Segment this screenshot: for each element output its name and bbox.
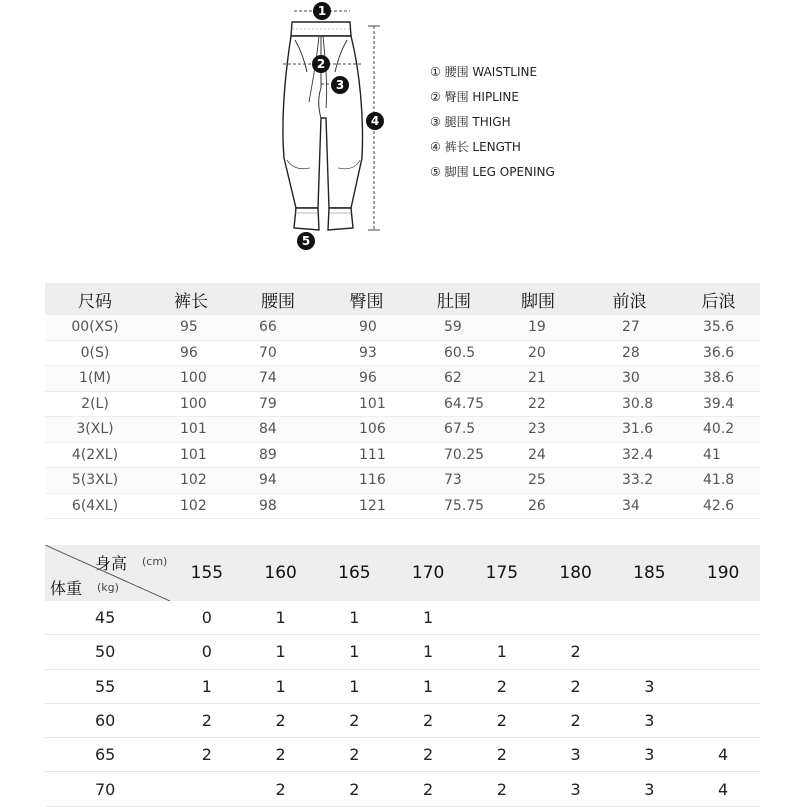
legend-length: ④ 裤长 LENGTH [430, 140, 521, 154]
size-value-cell: 41.8 [703, 472, 735, 489]
size-value-cell: 32.4 [622, 446, 654, 463]
size-value-cell: 26 [528, 497, 546, 514]
size-label-cell: 4(2XL) [71, 446, 119, 463]
size-table-body [45, 315, 760, 519]
size-value-cell: 84 [259, 421, 277, 438]
size-value-cell: 41 [703, 446, 721, 463]
height-190: 190 [706, 563, 740, 583]
height-160: 160 [264, 563, 297, 583]
size-value-cell: 64.75 [444, 395, 485, 412]
header-hip: 臀围 [349, 291, 384, 312]
size-value-cell: 100 [180, 370, 207, 387]
weight-cell: 65 [95, 745, 116, 765]
size-value-cell: 95 [180, 319, 198, 336]
size-value-cell: 79 [259, 395, 277, 412]
fit-table-body [45, 601, 760, 807]
size-value-cell: 98 [259, 497, 277, 514]
size-value-cell: 19 [528, 319, 546, 336]
recommended-size-cell: 0 [201, 642, 212, 662]
recommended-size-cell: 1 [349, 642, 360, 662]
recommended-size-cell: 2 [423, 779, 434, 799]
size-label-cell: 3(XL) [76, 421, 114, 438]
weight-cell: 60 [95, 711, 116, 731]
recommended-size-cell: 2 [496, 676, 507, 696]
height-165: 165 [338, 563, 371, 583]
recommended-size-cell: 1 [349, 676, 360, 696]
recommended-size-cell: 2 [349, 745, 360, 765]
weight-cell: 70 [95, 779, 116, 799]
size-row [45, 443, 760, 469]
height-unit: (cm) [142, 555, 168, 568]
recommended-size-cell: 3 [644, 676, 655, 696]
size-value-cell: 60.5 [444, 344, 476, 361]
fit-row [45, 601, 760, 635]
size-label-cell: 00(XS) [71, 319, 119, 336]
recommended-size-cell: 2 [570, 676, 581, 696]
height-label: 身高 [95, 554, 128, 573]
marker-leg-opening: 5 [297, 232, 315, 250]
height-155: 155 [190, 563, 224, 583]
recommended-size-cell: 2 [423, 745, 434, 765]
height-180: 180 [559, 563, 592, 583]
size-value-cell: 30 [622, 370, 640, 387]
weight-cell: 45 [95, 608, 116, 628]
recommended-size-cell: 2 [349, 779, 360, 799]
size-value-cell: 21 [528, 370, 546, 387]
weight-unit: (kg) [97, 581, 119, 594]
legend-hipline: ② 臀围 HIPLINE [430, 90, 519, 104]
fit-row [45, 704, 760, 738]
size-row [45, 366, 760, 392]
size-value-cell: 121 [359, 497, 386, 514]
size-table-header [45, 283, 760, 315]
recommended-size-cell: 2 [570, 711, 581, 731]
measurement-legend [430, 62, 555, 187]
size-value-cell: 30.8 [622, 395, 654, 412]
recommended-size-cell: 4 [718, 779, 729, 799]
size-value-cell: 102 [180, 472, 207, 489]
fit-table-corner [45, 545, 170, 601]
size-value-cell: 70.25 [444, 446, 485, 463]
recommended-size-cell: 1 [496, 642, 507, 662]
size-value-cell: 59 [444, 319, 462, 336]
header-length: 裤长 [174, 291, 208, 312]
size-value-cell: 73 [444, 472, 462, 489]
size-value-cell: 102 [180, 497, 207, 514]
header-waist: 腰围 [261, 291, 295, 312]
size-label-cell: 1(M) [79, 370, 111, 387]
size-value-cell: 96 [180, 344, 198, 361]
size-value-cell: 66 [259, 319, 277, 336]
recommended-size-cell: 2 [570, 642, 581, 662]
size-value-cell: 25 [528, 472, 546, 489]
recommended-size-cell: 3 [570, 745, 581, 765]
size-value-cell: 62 [444, 370, 462, 387]
size-label-cell: 6(4XL) [71, 497, 119, 514]
recommended-size-cell: 3 [644, 745, 655, 765]
size-value-cell: 106 [359, 421, 386, 438]
size-value-cell: 96 [359, 370, 377, 387]
recommended-size-cell: 1 [201, 676, 212, 696]
size-value-cell: 116 [359, 472, 386, 489]
size-label-cell: 5(3XL) [71, 472, 119, 489]
recommended-size-cell: 2 [423, 711, 434, 731]
size-label-cell: 2(L) [81, 395, 109, 412]
marker-hipline: 2 [312, 55, 330, 73]
size-row [45, 315, 760, 341]
recommended-size-cell: 2 [496, 779, 507, 799]
recommended-size-cell: 1 [423, 608, 434, 628]
header-belly: 肚围 [437, 291, 471, 312]
size-value-cell: 94 [259, 472, 277, 489]
size-value-cell: 39.4 [703, 395, 735, 412]
size-table [45, 283, 760, 519]
size-value-cell: 111 [359, 446, 386, 463]
recommended-size-cell: 1 [349, 608, 360, 628]
recommended-size-cell: 3 [644, 711, 655, 731]
pants-outline-icon [0, 0, 800, 262]
size-value-cell: 27 [622, 319, 640, 336]
size-value-cell: 20 [528, 344, 546, 361]
legend-thigh: ③ 腿围 THIGH [430, 115, 511, 129]
recommended-size-cell: 2 [496, 745, 507, 765]
header-size: 尺码 [78, 291, 112, 312]
marker-thigh: 3 [331, 76, 349, 94]
size-value-cell: 101 [180, 421, 207, 438]
recommended-size-cell: 2 [201, 745, 212, 765]
recommended-size-cell: 2 [275, 779, 286, 799]
recommended-size-cell: 1 [275, 676, 286, 696]
size-value-cell: 101 [180, 446, 207, 463]
fit-row [45, 738, 760, 772]
header-back-rise: 后浪 [701, 291, 736, 312]
recommended-size-cell: 2 [275, 711, 286, 731]
weight-label: 体重 [50, 579, 83, 598]
size-value-cell: 31.6 [622, 421, 654, 438]
fit-table [45, 545, 760, 807]
size-value-cell: 100 [180, 395, 207, 412]
size-value-cell: 89 [259, 446, 277, 463]
height-175: 175 [485, 563, 519, 583]
size-row [45, 417, 760, 443]
size-row [45, 341, 760, 367]
pants-diagram [0, 0, 800, 262]
weight-cell: 55 [95, 676, 116, 696]
header-leg-opening: 脚围 [521, 291, 555, 312]
size-value-cell: 33.2 [622, 472, 654, 489]
weight-cell: 50 [95, 642, 116, 662]
size-value-cell: 75.75 [444, 497, 485, 514]
size-row [45, 468, 760, 494]
recommended-size-cell: 2 [496, 711, 507, 731]
size-value-cell: 70 [259, 344, 277, 361]
size-value-cell: 35.6 [703, 319, 735, 336]
size-value-cell: 40.2 [703, 421, 735, 438]
size-value-cell: 67.5 [444, 421, 476, 438]
recommended-size-cell: 1 [423, 676, 434, 696]
recommended-size-cell: 2 [349, 711, 360, 731]
size-value-cell: 24 [528, 446, 546, 463]
recommended-size-cell: 1 [275, 642, 286, 662]
recommended-size-cell: 4 [718, 745, 729, 765]
marker-length: 4 [366, 112, 384, 130]
size-value-cell: 38.6 [703, 370, 735, 387]
size-value-cell: 23 [528, 421, 546, 438]
recommended-size-cell: 3 [570, 779, 581, 799]
size-label-cell: 0(S) [80, 344, 110, 361]
size-value-cell: 74 [259, 370, 277, 387]
size-value-cell: 34 [622, 497, 640, 514]
legend-leg-opening: ⑤ 脚围 LEG OPENING [430, 165, 555, 179]
fit-table-header [45, 545, 760, 601]
header-front-rise: 前浪 [612, 291, 647, 312]
fit-row [45, 772, 760, 806]
height-170: 170 [411, 563, 445, 583]
recommended-size-cell: 2 [275, 745, 286, 765]
fit-row [45, 670, 760, 704]
size-value-cell: 28 [622, 344, 640, 361]
recommended-size-cell: 0 [201, 608, 212, 628]
height-185: 185 [633, 563, 666, 583]
marker-waistline: 1 [313, 2, 331, 20]
fit-row [45, 635, 760, 669]
legend-waistline: ① 腰围 WAISTLINE [430, 65, 538, 79]
recommended-size-cell: 2 [201, 711, 212, 731]
size-value-cell: 101 [359, 395, 386, 412]
size-value-cell: 93 [359, 344, 377, 361]
recommended-size-cell: 3 [644, 779, 655, 799]
size-row [45, 392, 760, 418]
size-value-cell: 36.6 [703, 344, 735, 361]
size-value-cell: 42.6 [703, 497, 735, 514]
size-row [45, 494, 760, 520]
recommended-size-cell: 1 [275, 608, 286, 628]
size-value-cell: 90 [359, 319, 377, 336]
size-value-cell: 22 [528, 395, 546, 412]
recommended-size-cell: 1 [423, 642, 434, 662]
